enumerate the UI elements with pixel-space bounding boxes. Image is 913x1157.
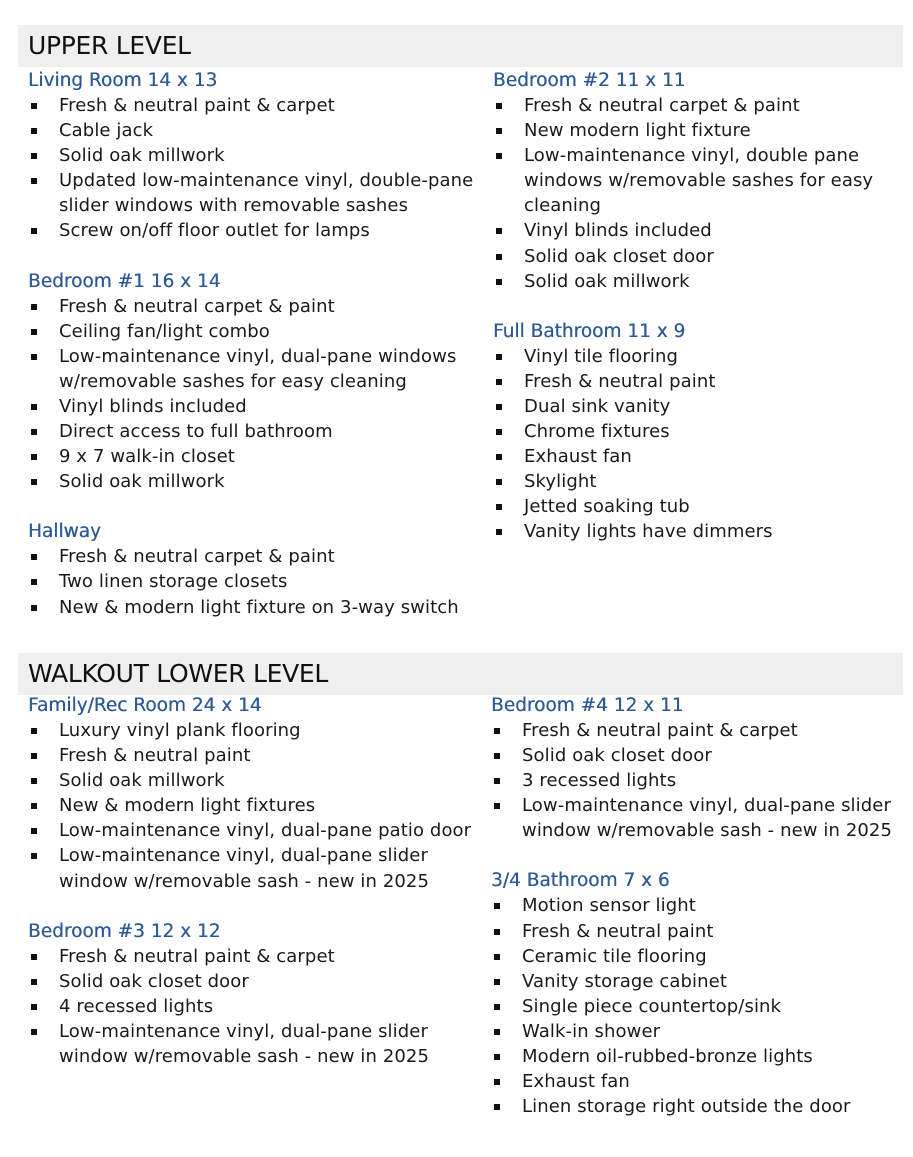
lower-right-column — [491, 693, 903, 1144]
feature-item: Walk-in shower — [491, 1019, 903, 1044]
feature-item: Low-maintenance vinyl, dual-pane windows w/removable sashes for easy cleaning — [28, 344, 483, 394]
room-title: Bedroom #2 11 x 11 — [493, 70, 686, 91]
room-title: Living Room 14 x 13 — [28, 70, 218, 91]
feature-item: Direct access to full bathroom — [28, 419, 483, 444]
feature-item: Dual sink vanity — [493, 394, 903, 419]
feature-item: Fresh & neutral carpet & paint — [28, 294, 483, 319]
feature-item: Low-maintenance vinyl, dual-pane slider window w/removable sash - new in 2025 — [28, 843, 483, 893]
level-banner-upper — [18, 25, 903, 67]
feature-item: Luxury vinyl plank flooring — [28, 718, 483, 743]
feature-list — [28, 294, 483, 495]
feature-item: Low-maintenance vinyl, dual-pane slider window w/removable sash - new in 2025 — [491, 793, 903, 843]
room-title: 3/4 Bathroom 7 x 6 — [491, 870, 670, 892]
feature-item: Exhaust fan — [493, 444, 903, 469]
feature-item: Skylight — [493, 469, 903, 494]
feature-list — [28, 544, 483, 619]
level-title: WALKOUT LOWER LEVEL — [28, 659, 329, 688]
feature-item: 4 recessed lights — [28, 994, 483, 1019]
feature-item: Vinyl tile flooring — [493, 344, 903, 369]
feature-item: Motion sensor light — [491, 893, 903, 918]
feature-list — [28, 944, 483, 1069]
feature-item: New & modern light fixture on 3-way switch — [28, 595, 483, 620]
feature-list — [28, 93, 483, 244]
room-section — [493, 68, 903, 294]
lower-left-column — [28, 693, 483, 1094]
feature-item: Ceiling fan/light combo — [28, 319, 483, 344]
feature-item: Fresh & neutral carpet & paint — [28, 544, 483, 569]
feature-item: Linen storage right outside the door — [491, 1094, 903, 1119]
feature-item: Solid oak millwork — [28, 143, 483, 168]
feature-item: Solid oak closet door — [491, 743, 903, 768]
feature-item: Ceramic tile flooring — [491, 944, 903, 969]
feature-item: Jetted soaking tub — [493, 494, 903, 519]
room-title: Full Bathroom 11 x 9 — [493, 320, 686, 342]
room-title: Family/Rec Room 24 x 14 — [28, 695, 262, 716]
feature-item: Low-maintenance vinyl, dual-pane slider window w/removable sash - new in 2025 — [28, 1019, 483, 1069]
feature-list — [493, 93, 903, 294]
room-title: Bedroom #3 12 x 12 — [28, 920, 221, 942]
feature-item: Two linen storage closets — [28, 569, 483, 594]
feature-item: Solid oak closet door — [28, 969, 483, 994]
feature-item: Solid oak millwork — [28, 768, 483, 793]
feature-item: Solid oak millwork — [493, 269, 903, 294]
room-title: Bedroom #1 16 x 14 — [28, 270, 221, 292]
feature-item: Solid oak millwork — [28, 469, 483, 494]
room-section — [493, 319, 903, 545]
room-title: Bedroom #4 12 x 11 — [491, 695, 684, 716]
feature-item: New modern light fixture — [493, 118, 903, 143]
feature-item: New & modern light fixtures — [28, 793, 483, 818]
room-section — [491, 693, 903, 843]
feature-item: Modern oil-rubbed-bronze lights — [491, 1044, 903, 1069]
feature-item: Screw on/off floor outlet for lamps — [28, 218, 483, 243]
room-section — [28, 693, 483, 894]
feature-list — [491, 893, 903, 1119]
feature-item: Exhaust fan — [491, 1069, 903, 1094]
feature-item: 3 recessed lights — [491, 768, 903, 793]
feature-item: Cable jack — [28, 118, 483, 143]
feature-item: Fresh & neutral paint — [491, 919, 903, 944]
feature-item: Low-maintenance vinyl, dual-pane patio door — [28, 818, 483, 843]
feature-item: Single piece countertop/sink — [491, 994, 903, 1019]
upper-right-column — [493, 68, 903, 570]
feature-item: Low-maintenance vinyl, double pane windows w/removable sashes for easy cleaning — [493, 143, 903, 218]
feature-item: Vanity storage cabinet — [491, 969, 903, 994]
feature-item: Chrome fixtures — [493, 419, 903, 444]
level-banner-lower — [18, 653, 903, 695]
upper-left-column — [28, 68, 483, 645]
feature-item: Fresh & neutral carpet & paint — [493, 93, 903, 118]
feature-item: Vinyl blinds included — [493, 218, 903, 243]
feature-list — [28, 718, 483, 894]
feature-item: 9 x 7 walk-in closet — [28, 444, 483, 469]
feature-list — [491, 718, 903, 843]
feature-list — [493, 344, 903, 545]
feature-item: Vinyl blinds included — [28, 394, 483, 419]
feature-item: Fresh & neutral paint & carpet — [28, 944, 483, 969]
feature-item: Updated low-maintenance vinyl, double-pane slider windows with removable sashes — [28, 168, 483, 218]
room-title: Hallway — [28, 521, 101, 543]
room-section — [28, 68, 483, 244]
feature-item: Fresh & neutral paint — [493, 369, 903, 394]
feature-item: Fresh & neutral paint — [28, 743, 483, 768]
room-section — [28, 919, 483, 1069]
level-title: UPPER LEVEL — [28, 31, 191, 60]
room-section — [28, 519, 483, 619]
feature-item: Fresh & neutral paint & carpet — [491, 718, 903, 743]
room-section — [491, 868, 903, 1119]
feature-item: Fresh & neutral paint & carpet — [28, 93, 483, 118]
room-section — [28, 269, 483, 495]
feature-item: Vanity lights have dimmers — [493, 519, 903, 544]
feature-item: Solid oak closet door — [493, 244, 903, 269]
